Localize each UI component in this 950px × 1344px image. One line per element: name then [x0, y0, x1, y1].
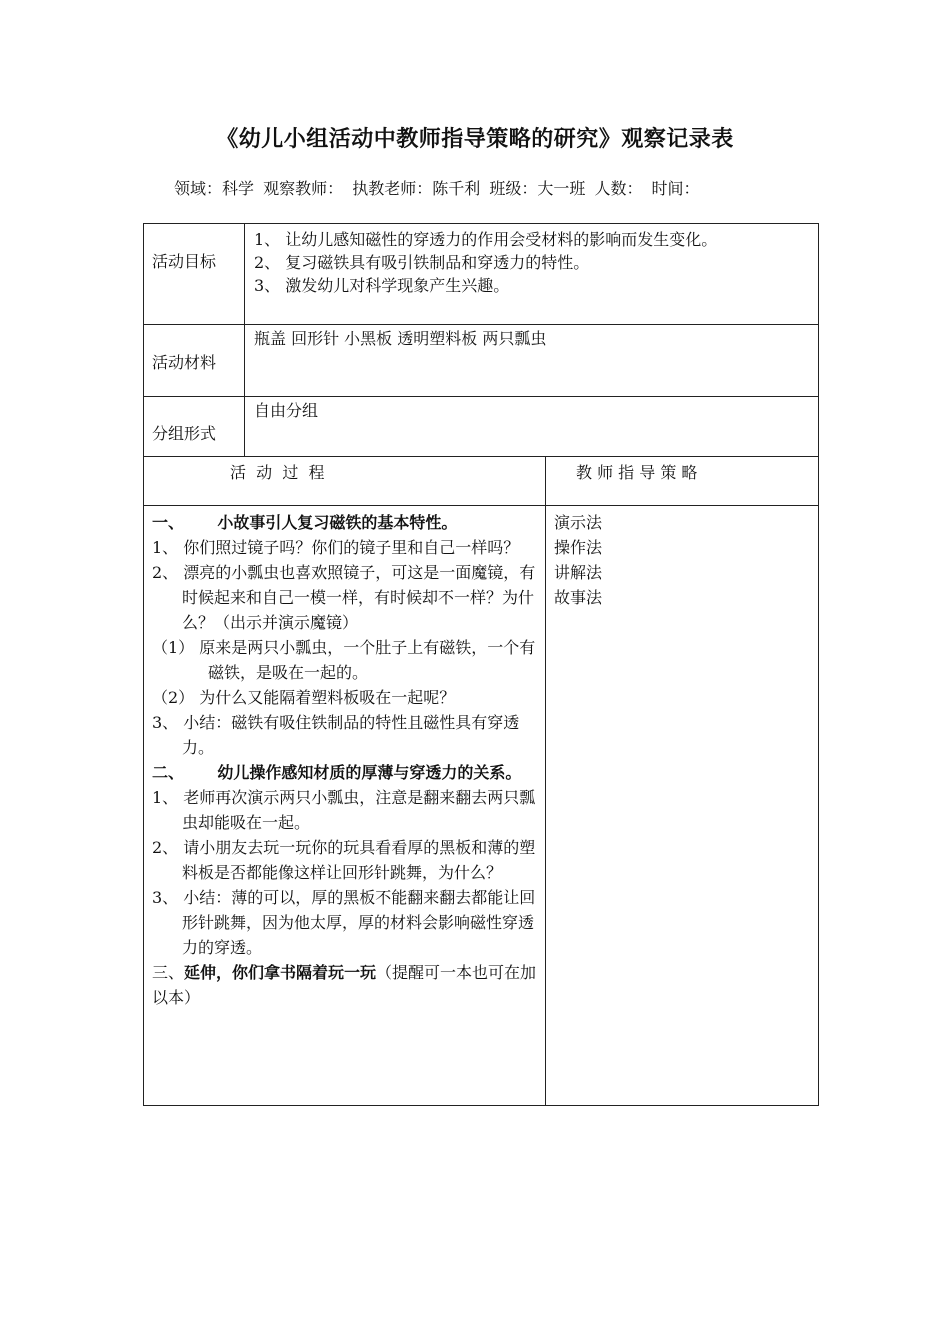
strategy-item: 操作法 [554, 538, 603, 557]
meta-class: 班级：大一班 [489, 179, 586, 198]
step-item: 3、 小结：薄的可以，厚的黑板不能翻来翻去都能让回形针跳舞，因为他太厚，厚的材料会影响磁性穿透力的穿透。 [152, 888, 536, 957]
process-body [143, 505, 819, 1106]
column-divider [244, 224, 245, 324]
meta-domain: 领域：科学 [174, 179, 255, 198]
process-steps [152, 510, 538, 1010]
column-divider [244, 325, 245, 396]
process-header-left: 活 动 过 程 [230, 463, 325, 482]
goal-item: 3、 激发幼儿对科学现象产生兴趣。 [254, 276, 510, 295]
strategy-item: 演示法 [554, 513, 603, 532]
section-2-title: 二、 幼儿操作感知材质的厚薄与穿透力的关系。 [152, 763, 522, 782]
column-divider [545, 457, 546, 505]
process-header [143, 456, 819, 506]
meta-observer: 观察教师： [263, 179, 344, 198]
strategy-item: 讲解法 [554, 563, 603, 582]
goal-label: 活动目标 [152, 252, 217, 271]
grouping-section [143, 396, 819, 457]
meta-teacher: 执教老师：陈千利 [352, 179, 481, 198]
column-divider [545, 506, 546, 1105]
page-title: 《幼儿小组活动中教师指导策略的研究》观察记录表 [216, 126, 734, 152]
grouping-value: 自由分组 [254, 401, 319, 420]
grouping-label: 分组形式 [152, 424, 217, 443]
section-3-note: （提醒可一本也可在加以本） [152, 963, 537, 1007]
step-item: 1、 你们照过镜子吗？你们的镜子里和自己一样吗？ [152, 538, 520, 557]
strategy-item: 故事法 [554, 588, 603, 607]
materials-label: 活动材料 [152, 353, 217, 372]
section-1-title: 一、 小故事引人复习磁铁的基本特性。 [152, 513, 458, 532]
materials-value: 瓶盖 回形针 小黑板 透明塑料板 两只瓢虫 [254, 329, 547, 348]
step-item: 1、 老师再次演示两只小瓢虫，注意是翻来翻去两只瓢虫却能吸在一起。 [152, 788, 536, 832]
sub-step-item: （1） 原来是两只小瓢虫，一个肚子上有磁铁，一个有磁铁，是吸在一起的。 [152, 638, 536, 682]
goal-item: 1、 让幼儿感知磁性的穿透力的作用会受材料的影响而发生变化。 [254, 230, 718, 249]
meta-time: 时间： [651, 179, 700, 198]
section-3-title: 延伸，你们拿书隔着玩一玩 [184, 963, 377, 982]
meta-count: 人数： [594, 179, 643, 198]
strategy-header: 教 师 指 导 策 略 [576, 463, 698, 482]
step-item: 3、 小结：磁铁有吸住铁制品的特性且磁性具有穿透力。 [152, 713, 520, 757]
goal-section [143, 223, 819, 325]
section-3-prefix: 三、 [152, 963, 185, 982]
step-item: 2、 漂亮的小瓢虫也喜欢照镜子，可这是一面魔镜，有时候起来和自己一模一样，有时候却不一样？为什么？（出示并演示魔镜） [152, 563, 536, 632]
meta-line [174, 176, 704, 199]
sub-step-item: （2） 为什么又能隔着塑料板吸在一起呢？ [152, 688, 456, 707]
column-divider [244, 397, 245, 456]
goal-item: 2、 复习磁铁具有吸引铁制品和穿透力的特性。 [254, 253, 590, 272]
strategy-list [554, 510, 602, 610]
section-3-line [152, 960, 538, 1010]
goal-list [254, 228, 814, 297]
materials-section [143, 324, 819, 397]
step-item: 2、 请小朋友去玩一玩你的玩具看看厚的黑板和薄的塑料板是否都能像这样让回形针跳舞，为什么？ [152, 838, 536, 882]
